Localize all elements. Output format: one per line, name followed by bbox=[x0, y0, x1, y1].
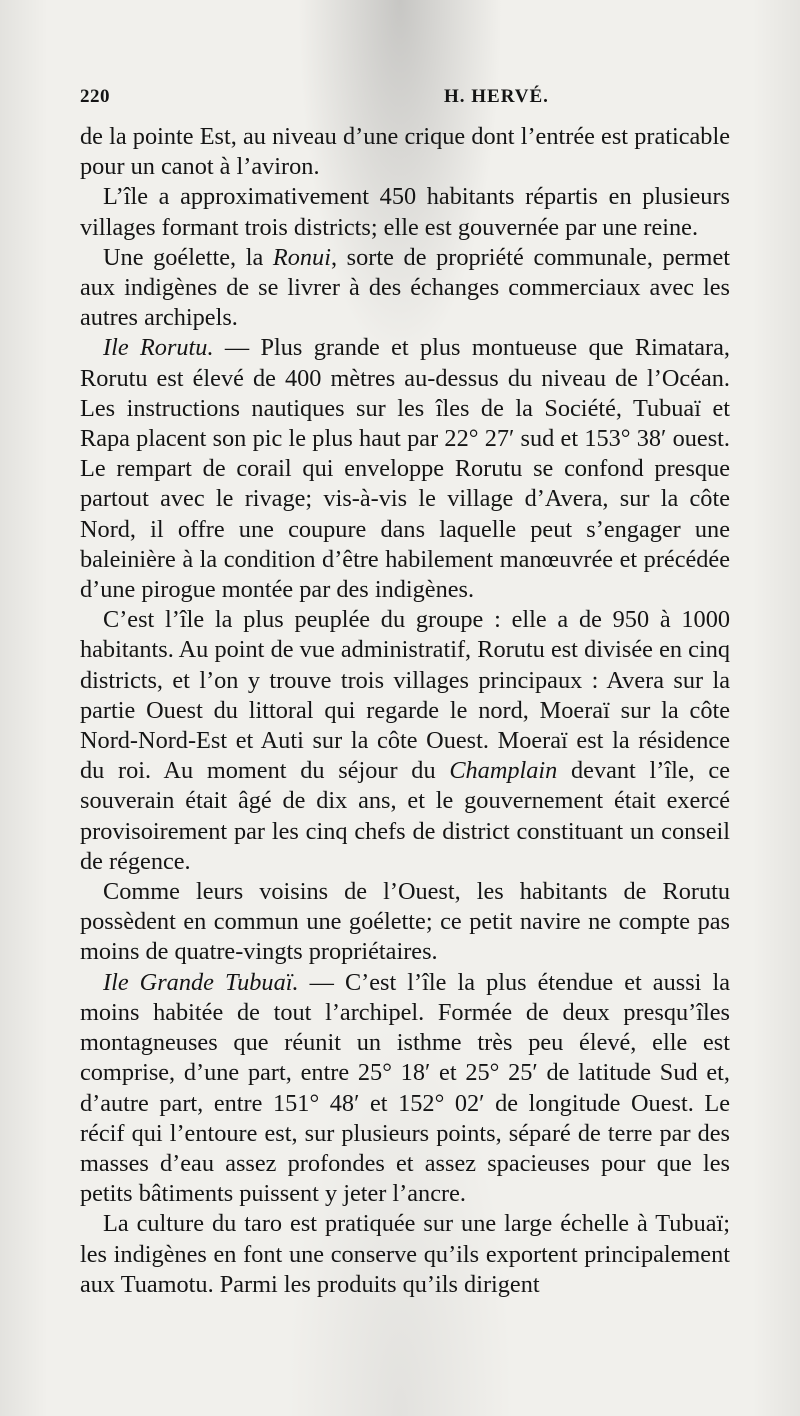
paragraph-5-text-after: devant l’île, ce souverain était âgé de dix ans, et le gouvernement était exercé provisoirement par les cinq chefs de district constituant un conseil de régence. bbox=[80, 757, 730, 875]
paragraph-5-text-before: C’est l’île la plus peuplée du groupe : elle a de 950 à 1000 habitants. Au point de vue administratif, Rorutu est divisée en cinq districts, et l’on y trouve trois villages principaux : Avera sur la partie Ouest du littoral qui regarde le nord, Moeraï sur la côte Nord-Nord-Est et Auti sur la côte Ouest. Moeraï est la résidence du roi. Au moment du séjour du bbox=[80, 606, 730, 785]
page-header bbox=[80, 86, 730, 116]
paragraph-8-text: La culture du taro est pratiquée sur une large échelle à Tubuaï; les indigènes en font une conserve qu’ils exportent principalement aux Tuamotu. Parmi les produits qu’ils dirigent bbox=[80, 1210, 730, 1298]
paragraph-4-text: — Plus grande et plus montueuse que Rimatara, Rorutu est élevé de 400 mètres au-dessus du niveau de l’Océan. Les instructions nautiques sur les îles de la Société, Tubuaï et Rapa placent son pic le plus haut par 22° 27′ sud et 153° 38′ ouest. Le rempart de corail qui enveloppe Rorutu se confond presque partout avec le rivage; vis-à-vis le village d’Avera, sur la côte Nord, il offre une coupure dans laquelle peut s’engager une baleinière à la condition d’être habilement manœuvrée et précédée d’une pirogue montée par des indigènes. bbox=[80, 334, 730, 604]
ship-name-champlain: Champlain bbox=[449, 757, 558, 785]
paragraph-4 bbox=[80, 333, 730, 605]
paragraph-6-text: Comme leurs voisins de l’Ouest, les habitants de Rorutu possèdent en commun une goélette; ce petit navire ne compte pas moins de quatre-vingts propriétaires. bbox=[80, 878, 730, 966]
section-heading-grande-tubuai: Ile Grande Tubuaï. bbox=[103, 968, 299, 996]
paragraph-2 bbox=[80, 182, 730, 242]
paragraph-3-text-after: , sorte de propriété communale, permet aux indigènes de se livrer à des échanges commerciaux avec les autres archipels. bbox=[80, 243, 730, 332]
paragraph-1-text: de la pointe Est, au niveau d’une crique dont l’entrée est praticable pour un canot à l’aviron. bbox=[80, 123, 730, 181]
paragraph-7-text: — C’est l’île la plus étendue et aussi la moins habitée de tout l’archipel. Formée de deux presqu’îles montagneuses que réunit un isthme très peu élevé, elle est comprise, d’une part, entre 25° 18′ et 25° 25′ de latitude Sud et, d’autre part, entre 151° 48′ et 152° 02′ de longitude Ouest. Le récif qui l’entoure est, sur plusieurs points, séparé de terre par des masses d’eau assez profondes et assez spacieuses pour que les petits bâtiments puissent y jeter l’ancre. bbox=[80, 968, 730, 1208]
paragraph-1 bbox=[80, 122, 730, 182]
paragraph-3 bbox=[80, 243, 730, 334]
body-text bbox=[80, 122, 730, 1300]
paragraph-2-text: L’île a approximativement 450 habitants répartis en plusieurs villages formant trois districts; elle est gouvernée par une reine. bbox=[80, 183, 730, 241]
running-head: H. HERVÉ. bbox=[444, 86, 549, 107]
paragraph-8 bbox=[80, 1209, 730, 1300]
section-heading-rorutu: Ile Rorutu. bbox=[103, 334, 214, 362]
paragraph-7 bbox=[80, 968, 730, 1210]
paragraph-3-text-before: Une goélette, la bbox=[103, 243, 273, 271]
paragraph-5 bbox=[80, 605, 730, 877]
page-number: 220 bbox=[80, 86, 110, 107]
paragraph-6 bbox=[80, 877, 730, 968]
ship-name-ronui: Ronui bbox=[272, 243, 331, 271]
